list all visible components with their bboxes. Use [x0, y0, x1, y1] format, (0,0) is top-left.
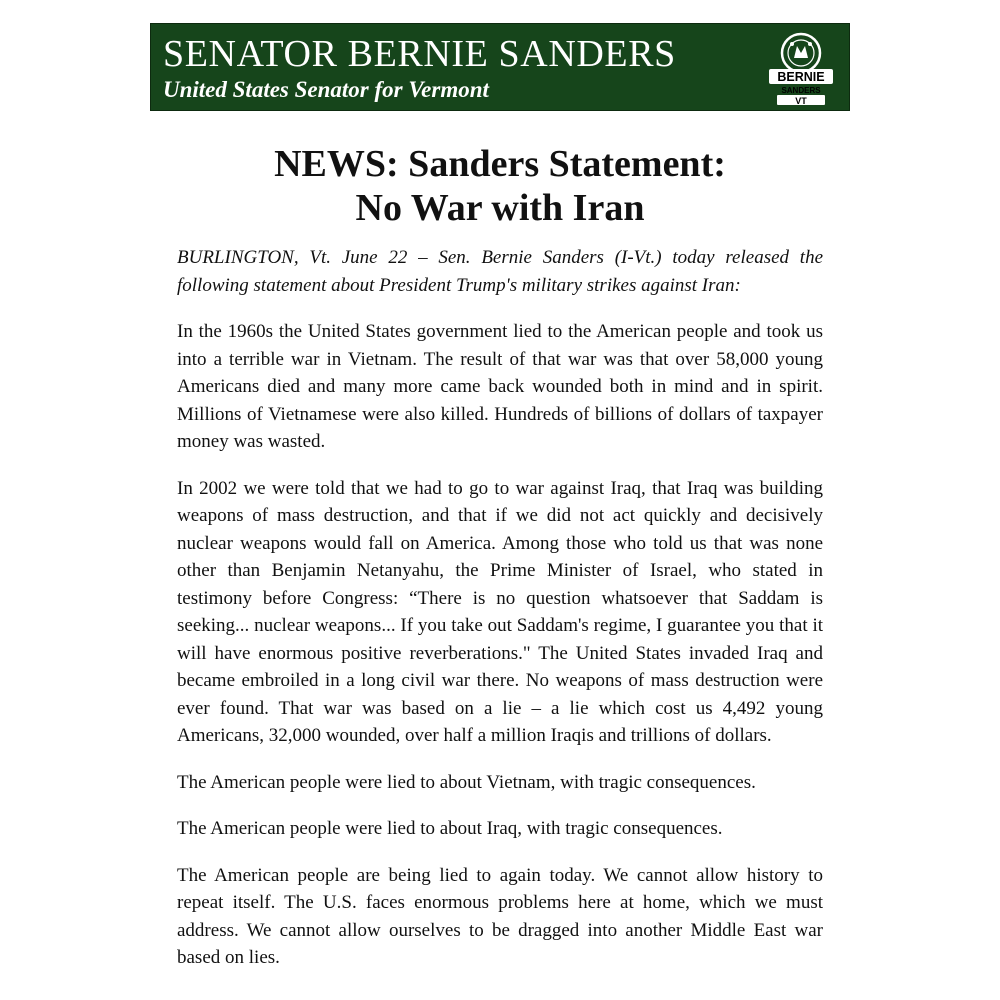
bernie-seal-icon	[761, 29, 841, 107]
headline	[150, 142, 850, 230]
paragraph-lied-today: The American people are being lied to again today. We cannot allow history to repeat itself. The U.S. faces enormous problems here at home, which we must address. We cannot allow ourselves to be dragged into another Middle East war based on lies.	[177, 864, 823, 968]
headline-line-2: No War with Iran	[355, 187, 645, 229]
paragraph-lied-vietnam: The American people were lied to about Vietnam, with tragic consequences.	[177, 771, 756, 793]
paragraph-iraq: In 2002 we were told that we had to go to war against Iraq, that Iraq was building weapons of mass destruction, and that if we did not act quickly and decisively nuclear weapons would fall on America. Among those who told us that was none other than Benjamin Netanyahu, the Prime Minister of Israel, who stated in testimony before Congress: “There is no question whatsoever that Saddam is seeking... nuclear weapons... If you take out Saddam's regime, I guarantee you that it will have enormous positive reverberations." The United States invaded Iraq and became embroiled in a long civil war there. No weapons of mass destruction were ever found. That war was based on a lie – a lie which cost us 4,492 young Americans, 32,000 wounded, over half a million Iraqis and trillions of dollars.	[177, 477, 823, 746]
senator-subtitle: United States Senator for Vermont	[163, 77, 489, 102]
dateline: BURLINGTON, Vt. June 22 – Sen. Bernie Sanders (I-Vt.) today released the following statement about President Trump's military strikes against Iran:	[177, 247, 823, 296]
seal-top-text: BERNIE	[777, 70, 825, 84]
seal-dot-left	[790, 42, 794, 46]
paragraph-lied-iraq: The American people were lied to about Iraq, with tragic consequences.	[177, 818, 723, 839]
seal-middle-text: SANDERS	[781, 86, 821, 95]
paragraph-vietnam: In the 1960s the United States government lied to the American people and took us into a terrible war in Vietnam. The result of that war was that over 58,000 young Americans died and many more came back wounded both in mind and in spirit. Millions of Vietnamese were also killed. Hundreds of billions of dollars of taxpayer money was wasted.	[177, 321, 823, 452]
seal-bottom-text: VT	[795, 96, 807, 106]
headline-line-1: NEWS: Sanders Statement:	[274, 143, 726, 185]
statement-body	[177, 244, 823, 991]
seal-dot-right	[808, 42, 812, 46]
seal-emblem	[794, 46, 808, 58]
senator-name: SENATOR BERNIE SANDERS	[163, 33, 676, 75]
header-banner	[150, 23, 850, 111]
